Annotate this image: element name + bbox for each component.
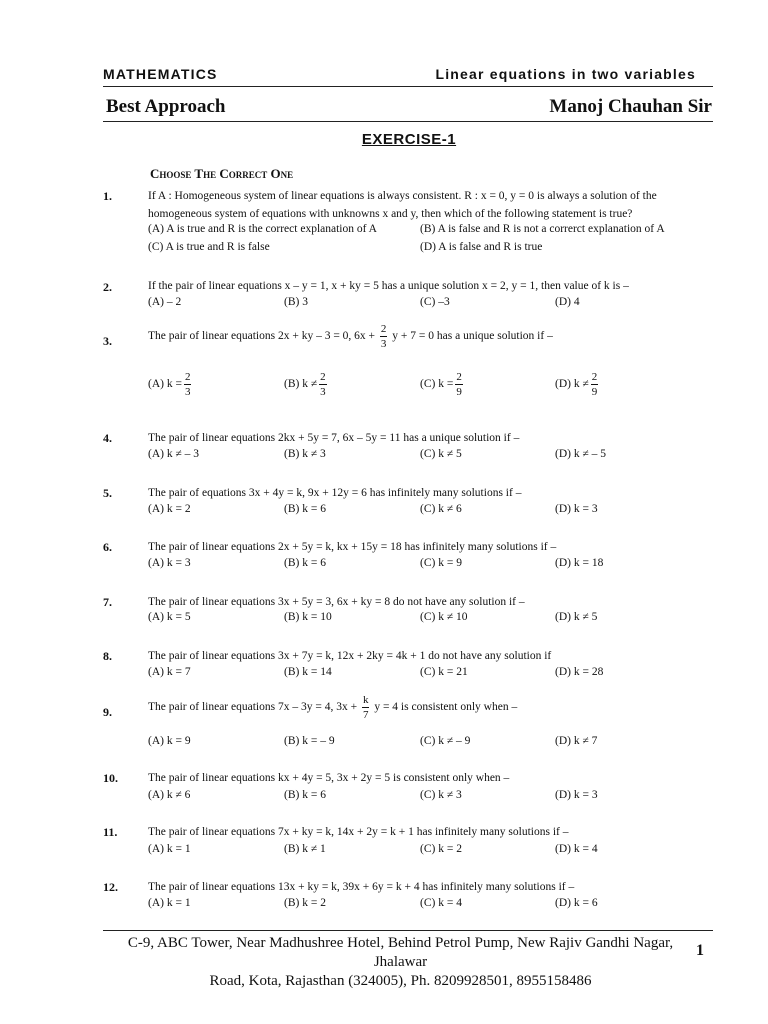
- question-text: The pair of linear equations 3x + 7y = k, 12x + 2ky = 4k + 1 do not have any solution if: [148, 650, 552, 662]
- fraction: [362, 693, 370, 722]
- numerator: k: [362, 694, 369, 706]
- header-subject: MATHEMATICS: [103, 66, 218, 82]
- question-number: 11.: [103, 825, 118, 839]
- question-text-line: homogeneous system of equations with unknowns x and y, then which of the following statement is true?: [148, 208, 633, 220]
- question-text: [148, 322, 718, 351]
- question-text-part: y = 4 is consistent only when –: [374, 701, 518, 714]
- option-a: (A) k = 7: [148, 666, 191, 678]
- option-c: (C) A is true and R is false: [148, 241, 270, 253]
- option-c: (C) k ≠ 3: [420, 789, 462, 801]
- option-c: (C) –3: [420, 296, 450, 308]
- question-text: The pair of linear equations 7x + ky = k, 14x + 2y = k + 1 has infinitely many solutions if –: [148, 826, 569, 838]
- question-text: If the pair of linear equations x – y = 1, x + ky = 5 has a unique solution x = 2, y = 1, then value of k is –: [148, 280, 629, 292]
- question-number: 7.: [103, 595, 112, 609]
- option-b: (B) k ≠ 3: [284, 448, 326, 460]
- option-b: (B) k = 14: [284, 666, 332, 678]
- brand-name: Best Approach: [106, 96, 226, 117]
- question-text: [148, 187, 718, 223]
- footer-address-line: C-9, ABC Tower, Near Madhushree Hotel, Behind Petrol Pump, New Rajiv Gandhi Nagar, Jhalawar: [127, 935, 674, 970]
- question-number: 10.: [103, 771, 118, 785]
- option-b: (B) k = 10: [284, 611, 332, 623]
- question-text-part: y + 7 = 0 has a unique solution if –: [392, 330, 553, 343]
- footer-address-line: Road, Kota, Rajasthan (324005), Ph. 8209928501, 8955158486: [209, 973, 592, 989]
- question-number: 3.: [103, 334, 112, 348]
- denominator: 9: [456, 386, 462, 398]
- question-text: The pair of linear equations 2x + 5y = k, kx + 15y = 18 has infinitely many solutions if –: [148, 541, 557, 553]
- fraction: [184, 370, 192, 399]
- denominator: 3: [380, 338, 387, 350]
- option-d: (D) 4: [555, 296, 580, 308]
- footer-divider: [103, 930, 713, 931]
- option-d: (D) k ≠ 7: [555, 735, 598, 747]
- option-b: (B) k = 6: [284, 789, 326, 801]
- option-a: (A) k ≠ 6: [148, 789, 191, 801]
- option-c: (C) k ≠ 6: [420, 503, 462, 515]
- question-text: The pair of linear equations 2kx + 5y = 7, 6x – 5y = 11 has a unique solution if –: [148, 432, 520, 444]
- option-b: (B) k = – 9: [284, 735, 335, 747]
- option-label: (C) k =: [420, 378, 454, 391]
- question-number: 5.: [103, 486, 112, 500]
- question-text: The pair of linear equations 3x + 5y = 3, 6x + ky = 8 do not have any solution if –: [148, 596, 525, 608]
- option-c: (C) k ≠ 10: [420, 611, 468, 623]
- fraction: [319, 370, 327, 399]
- option-d: [555, 370, 600, 399]
- option-label: (D) k ≠: [555, 378, 589, 391]
- option-a: (A) k = 1: [148, 843, 191, 855]
- option-c: (C) k = 21: [420, 666, 468, 678]
- option-a: (A) A is true and R is the correct explanation of A: [148, 223, 377, 235]
- option-d: (D) k = 28: [555, 666, 604, 678]
- page-number: 1: [696, 942, 704, 959]
- denominator: 3: [320, 386, 326, 398]
- fraction: [591, 370, 599, 399]
- option-c: (C) k = 9: [420, 557, 462, 569]
- section-title: Choose The Correct One: [150, 166, 294, 181]
- option-d: (D) A is false and R is true: [420, 241, 543, 253]
- question-text: The pair of equations 3x + 4y = k, 9x + 12y = 6 has infinitely many solutions if –: [148, 487, 522, 499]
- option-b: (B) k ≠ 1: [284, 843, 326, 855]
- denominator: 7: [362, 709, 369, 721]
- header-divider-top: [103, 86, 713, 87]
- option-a: (A) – 2: [148, 296, 182, 308]
- option-d: (D) k = 18: [555, 557, 604, 569]
- option-a: (A) k = 1: [148, 897, 191, 909]
- option-c: (C) k = 2: [420, 843, 462, 855]
- denominator: 9: [591, 386, 598, 398]
- question-text: The pair of linear equations 13x + ky = k, 39x + 6y = k + 4 has infinitely many solutions if –: [148, 881, 575, 893]
- question-number: 9.: [103, 705, 112, 719]
- question-number: 1.: [103, 189, 112, 203]
- option-a: (A) k = 2: [148, 503, 191, 515]
- numerator: 2: [456, 371, 462, 383]
- question-number: 12.: [103, 880, 118, 894]
- question-text-line: If A : Homogeneous system of linear equations is always consistent. R : x = 0, y = 0 is always a solution of the: [148, 190, 657, 202]
- option-d: (D) k = 4: [555, 843, 598, 855]
- option-d: (D) k ≠ 5: [555, 611, 598, 623]
- option-b: (B) k = 2: [284, 897, 326, 909]
- question-text: The pair of linear equations kx + 4y = 5, 3x + 2y = 5 is consistent only when –: [148, 772, 510, 784]
- option-label: (B) k ≠: [284, 378, 318, 391]
- numerator: 2: [380, 323, 387, 335]
- question-number: 8.: [103, 649, 112, 663]
- option-a: (A) k = 3: [148, 557, 191, 569]
- option-b: [284, 370, 329, 399]
- question-number: 6.: [103, 540, 112, 554]
- option-b: (B) A is false and R is not a correrct explanation of A: [420, 223, 665, 235]
- option-d: (D) k = 3: [555, 503, 598, 515]
- header-divider-bottom: [103, 121, 713, 122]
- header-topic: Linear equations in two variables: [435, 66, 696, 82]
- option-a: (A) k = 9: [148, 735, 191, 747]
- fraction: [455, 370, 463, 399]
- numerator: 2: [591, 371, 598, 383]
- question-text-part: The pair of linear equations 7x – 3y = 4, 3x +: [148, 701, 358, 714]
- numerator: 2: [184, 371, 191, 383]
- option-b: (B) 3: [284, 296, 308, 308]
- question-text: [148, 693, 718, 722]
- author-name: Manoj Chauhan Sir: [549, 96, 712, 117]
- option-d: (D) k = 6: [555, 897, 598, 909]
- option-c: (C) k ≠ – 9: [420, 735, 471, 747]
- option-d: (D) k = 3: [555, 789, 598, 801]
- option-a: [148, 370, 193, 399]
- option-c: [420, 370, 465, 399]
- footer-address: [103, 934, 698, 991]
- option-label: (A) k =: [148, 378, 182, 391]
- fraction: [380, 322, 388, 351]
- question-number: 2.: [103, 280, 112, 294]
- question-number: 4.: [103, 431, 112, 445]
- option-a: (A) k = 5: [148, 611, 191, 623]
- option-b: (B) k = 6: [284, 503, 326, 515]
- denominator: 3: [184, 386, 191, 398]
- option-c: (C) k = 4: [420, 897, 462, 909]
- question-text-part: The pair of linear equations 2x + ky – 3 = 0, 6x +: [148, 330, 376, 343]
- numerator: 2: [320, 371, 326, 383]
- option-d: (D) k ≠ – 5: [555, 448, 607, 460]
- option-a: (A) k ≠ – 3: [148, 448, 200, 460]
- option-c: (C) k ≠ 5: [420, 448, 462, 460]
- option-b: (B) k = 6: [284, 557, 326, 569]
- exercise-title: EXERCISE-1: [361, 131, 457, 148]
